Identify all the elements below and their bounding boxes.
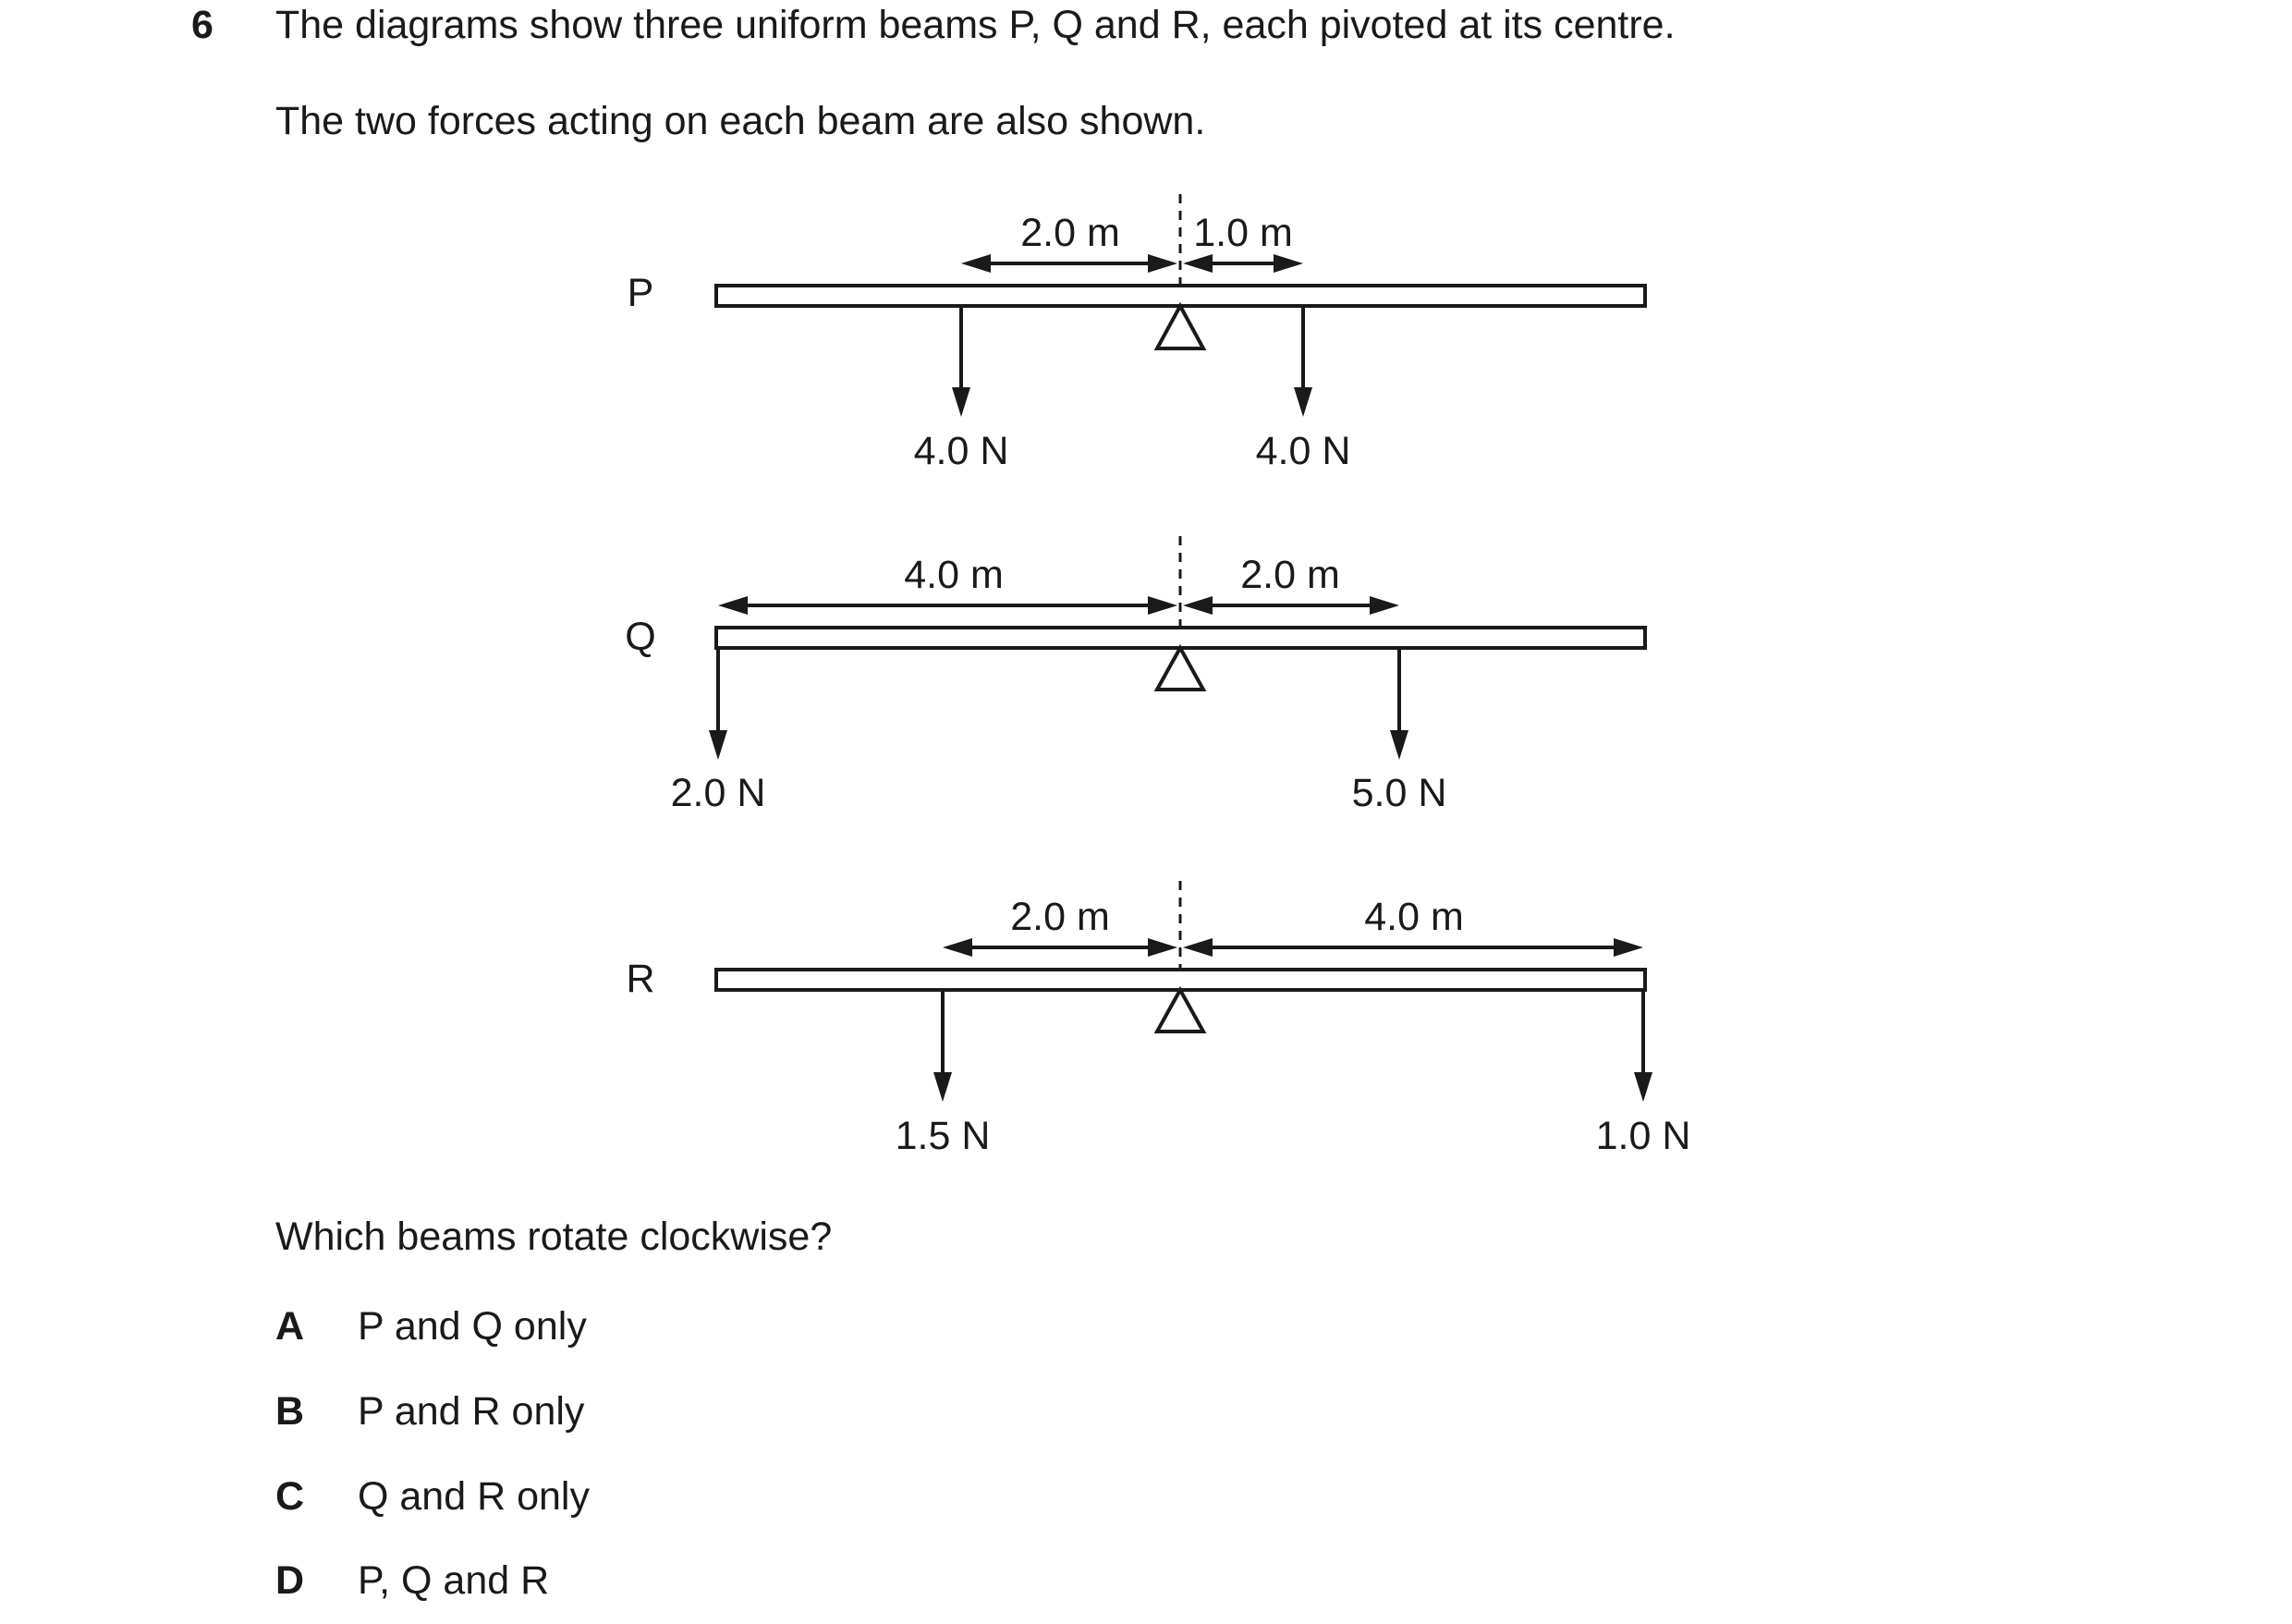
beam-r-left-force: 1.5 N (895, 1114, 991, 1158)
beam-p-pivot (1157, 306, 1203, 348)
beam-q-group (625, 536, 1645, 815)
beam-p-left-distance-arrow (961, 254, 1177, 273)
option-b-letter: B (275, 1389, 305, 1434)
option-c-text: Q and R only (358, 1474, 590, 1519)
beam-q-right-force-arrow (1390, 648, 1408, 760)
option-d-text: P, Q and R (358, 1558, 550, 1603)
beam-r-group (626, 881, 1690, 1158)
option-a-text: P and Q only (358, 1304, 587, 1349)
beam-q-right-force: 5.0 N (1351, 771, 1447, 815)
beam-p-left-force-arrow (952, 306, 970, 417)
beam-q-right-distance-arrow (1183, 596, 1399, 615)
beam-r-left-distance: 2.0 m (1010, 895, 1110, 939)
beam-r-pivot (1157, 990, 1203, 1032)
beam-p-right-distance: 1.0 m (1193, 211, 1293, 255)
question-number: 6 (191, 3, 213, 47)
beam-r-left-force-arrow (933, 990, 952, 1102)
beam-r-left-distance-arrow (943, 938, 1177, 957)
beam-q-left-distance-arrow (718, 596, 1177, 615)
option-a-letter: A (275, 1304, 305, 1349)
beam-q-right-distance: 2.0 m (1240, 553, 1340, 597)
beam-p-right-distance-arrow (1183, 254, 1303, 273)
beam-r-right-force-arrow (1634, 990, 1652, 1102)
beam-p-right-force: 4.0 N (1255, 429, 1351, 473)
question-intro: The diagrams show three uniform beams P, Q and R, each pivoted at its centre. (275, 3, 1676, 47)
question-intro-2: The two forces acting on each beam are also shown. (275, 99, 1206, 143)
beam-p-right-force-arrow (1294, 306, 1312, 417)
option-c-letter: C (275, 1474, 305, 1519)
beam-q-left-distance: 4.0 m (904, 553, 1004, 597)
beam-r-right-force: 1.0 N (1595, 1114, 1691, 1158)
beam-r-right-distance-arrow (1183, 938, 1643, 957)
beam-p-label: P (627, 271, 654, 315)
beam-q-label: Q (625, 615, 656, 659)
beam-r (716, 970, 1645, 990)
beam-q-left-force-arrow (709, 648, 727, 760)
option-d-letter: D (275, 1558, 305, 1603)
beam-p-left-distance: 2.0 m (1020, 211, 1120, 255)
beam-q (716, 628, 1645, 648)
option-b-text: P and R only (358, 1389, 585, 1434)
beam-r-label: R (626, 957, 655, 1001)
beam-q-pivot (1157, 648, 1203, 690)
beam-q-left-force: 2.0 N (670, 771, 766, 815)
question-prompt: Which beams rotate clockwise? (275, 1215, 833, 1259)
beam-r-right-distance: 4.0 m (1364, 895, 1464, 939)
beam-p (716, 286, 1645, 306)
beam-p-group (628, 194, 1645, 473)
beam-p-left-force: 4.0 N (913, 429, 1009, 473)
